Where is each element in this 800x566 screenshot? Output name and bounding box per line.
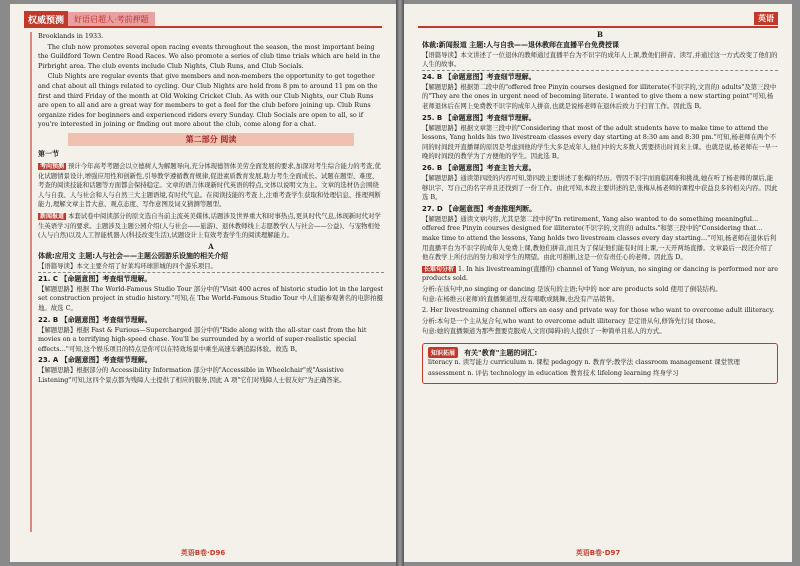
page-footer: 英语B卷·D97 (575, 549, 621, 557)
book-gutter (396, 0, 404, 566)
question-body: 【解题思路】通读文章内容,尤其是第二段中的"In retirement, Yang also wanted to do something meaningful…offered free Pinyin courses designed for illiterate(不识字的,文盲的) adults."和第三段中的"Considering that…make time to attend the lessons, Yang holds two livestream classes every day starting…"可知,杨老师在退休后利用直播平台为不识字的成年人免费上课,教他们拼音,而且为了保证他们能有时间上课,一天开两场直播。文章最后一段还介绍了他在教学上所付出的努力和对学生的期望。由此可推断,这是一位有责任心的老师。因此选 D。 (422, 214, 777, 262)
question-body: 【解题思路】根据 The World-Famous Studio Tour 部分中的"Visit 400 acres of historic studio lot in the largest set construction project in studio history."可知,在 The World-Famous Studio Tour 中人们能参观著名的电影拍摄地。故选 C。 (38, 284, 384, 313)
genre-line: 体裁:新闻报道 主题:人与自我——退休教师在直播平台免费授课 (422, 40, 620, 49)
trend-tag: 考向预测 (40, 162, 65, 170)
question-head: 22. B 【命题意图】考查细节理解。 (38, 315, 152, 324)
reading-guide: 【语篇导读】本文讲述了一位退休的教师通过直播平台为不识字的成年人上课,教他们拼音、读写,并通过这一方式改变了他们的人生的故事。 (422, 51, 778, 71)
margin-line (30, 32, 32, 532)
left-content (38, 32, 384, 387)
question-body: 【解题思路】根据文章第三段中的"Considering that most of the adult students have to make time to attend the lessons, Yang holds his two livestream classes every day starting at 8:30 am and 8:30 pm."可知,杨老师在两个不同的时间段开直播课的原因是考虑到他的学生大多是成年人,他们中的大多数人需要挤出时间来上课。也就是说,杨老师在一早一晚的时间段的教学为了方便他的学生。因此选 B。 (422, 123, 778, 161)
long-sentence-text: 2. Her livestreaming channel offers an easy and private way for those who want to overcome adult illiteracy. (422, 306, 775, 315)
question-head: 24. B 【命题意图】考查细节理解。 (422, 72, 536, 81)
part-title: 第二部分 阅读 (68, 133, 354, 146)
question-head: 23. A 【命题意图】考查细节理解。 (38, 356, 152, 365)
brand-label: 权威预测 (24, 11, 68, 28)
subject-badge: 英语 (754, 12, 778, 25)
question-head: 27. D 【命题意图】考查推理判断。 (422, 204, 537, 213)
question-body: 【解题思路】根据部分的 Accessibility Information 部分中的"Accessible in Wheelchair"或"Assistive Listening"可知,这四个景点都为残障人士提供了相应的服务,因此 A 项"它们对残障人士很友好"为正确答案。 (38, 366, 346, 385)
reading-guide: 【语篇导读】本文主要介绍了好莱坞环球影城的四个游乐项目。 (38, 262, 384, 273)
question-body: 【解题思路】根据第二段中的"offered free Pinyin courses designed for illiterate(不识字的,文盲的) adults"及第三段中的"They are the ones in urgent need of becoming literate. I wanted to give them a new starting point"可知,杨老师退休后在网上免费教不识字的成年人拼音,也就是说杨老师在退休后致力于扫盲工作。因此选 B。 (422, 82, 777, 110)
knowledge-title: 有关"教育"主题的词汇: (464, 348, 538, 357)
trend-text: 预计今年高考考题会以立德树人为解题导向,充分体现德智体美劳全面发展的要求,加深对考生综合能力的考查,优化试题情景设计,增强应用性和创新性,引导教学遵循教育规律,促进素质教育发展,助力考生全面成长。试题在题型、难度、考查的阅读技能和话题等方面都会保持稳定。文章的语言体现新时代英语的特点,文体以说明文为主。文章的选材仍会围绕人与自我、人与社会和人与自然三大主题语境,有时代气息。在阅读技能的考查上,注重考查学生获取和处理信息、推理判断能力,理解文章主旨大意、观点态度、写作意图及词义猜测等题型。 (38, 161, 381, 209)
news-text: 本套试卷中阅读部分的原文选自当前主流英美媒体,话题涉及世界重大和时事热点,更具时代气息,体现新时代对学生英语学习的要求。主题涉及主题公园介绍(人与社会——旅游)、退休教师线上志愿教学(人与社会——公益)、与宠物相处(人与自然)以及人工智能机器人(科技改变生活),试题设计上有效考查学生的阅读理解能力。 (38, 211, 381, 240)
passage-text: Brooklands in 1933. (38, 32, 104, 40)
news-tag: 新闻报道 (40, 212, 65, 220)
question-head: 21. C 【命题意图】考查细节理解。 (38, 274, 152, 283)
question-head: 25. B 【命题意图】考查细节理解。 (422, 113, 536, 122)
passage-text: The club now promotes several open racing events throughout the season, the most important being the Guildford Town Centre Road Races. We also promote a series of club time trials which are held in the Pirbright area. The club events include Club Nights, Club Runs, and Club Socials. (38, 42, 381, 70)
passage-text: Club Nights are regular events that give members and non-members the opportunity to get together and chat about all things related to cycling. Our Club Nights are held from 8 pm to around 11 pm on the first and third Friday of the month at Old Woking Cricket Club. As with our Club Nights, our Club Runs are open to all and are a great way for members to get a feel for the club before joining up. Club Runs organize rides for beginners and experienced riders every Sunday. Club Socials are open to all, so if you're interested in joining or finding out more about the club, come along for a chat. (38, 72, 378, 129)
long-sentence-analysis: 分析:在该句中,no singing or dancing 是该句的主语;句中的 nor are products sold 使用了倒装结构。 (422, 284, 722, 293)
page-footer: 英语B卷·D96 (180, 549, 226, 557)
genre-line: 体裁:应用文 主题:人与社会——主题公园游乐设施的相关介绍 (38, 252, 229, 261)
left-page (10, 4, 396, 562)
header-rule (418, 26, 778, 28)
slogan-label: 好语启超人·考前押题 (68, 12, 155, 27)
question-body: 【解题思路】根据 Fast & Furious—Supercharged 部分中的"Ride along with the all-star cast from the hit movies on a terrifying high-speed chase. You'll be surrounded by a world of super-realistic special effects…"可知,这个娱乐项目的特点是你可以在特效场景中乘坐高速车辆追踪体验。故选 B。 (38, 325, 367, 353)
long-sentence-tag: 长难句分析 (424, 265, 455, 273)
right-content (422, 30, 778, 384)
knowledge-label: 知识拓展 (428, 347, 458, 358)
long-sentence-text: 1. In his livestreaming(直播的) channel of Yang Weiyun, no singing or dancing is performed nor are products sold. (422, 264, 778, 283)
long-sentence-analysis: 分析:本句是一个主从复合句,who want to overcome adult illiteracy 是定语从句,修饰先行词 those。 (422, 316, 720, 325)
passage-letter: A (208, 241, 214, 251)
right-page (404, 4, 792, 562)
section-title: 第一节 (38, 149, 59, 158)
knowledge-box (422, 343, 778, 384)
left-header (10, 12, 155, 27)
knowledge-line: literacy n. 读写能力 curriculum n. 课程 pedagogy n. 教育学;教学法 classroom management 课堂管理 (428, 358, 740, 367)
knowledge-line: assessment n. 评估 technology in education 教育技术 lifelong learning 终身学习 (428, 369, 679, 378)
question-body: 【解题思路】通读第四段的内容可知,第四段主要讲述了张梅的经历。曾因不识字而面临困难和挑战,她在听了杨老师的课后,能够识字、写自己的名字并且还找到了一份工作。由此可知,本段主要讲述的是,张梅从杨老师的课程中获益良多的相关内容。因此选 B。 (422, 173, 778, 202)
question-head: 26. B 【命题意图】考查主旨大意。 (422, 163, 536, 172)
header-rule (24, 26, 382, 28)
long-sentence-translation: 句意:她的直播频道为那些想要克服成人文盲(障碍)的人提供了一种简单且私人的方式。 (422, 327, 666, 336)
passage-letter: B (597, 30, 603, 39)
long-sentence-translation: 句意:在杨维云(老师)的直播频道里,没有唱歌或跳舞,也没有产品销售。 (422, 295, 619, 304)
